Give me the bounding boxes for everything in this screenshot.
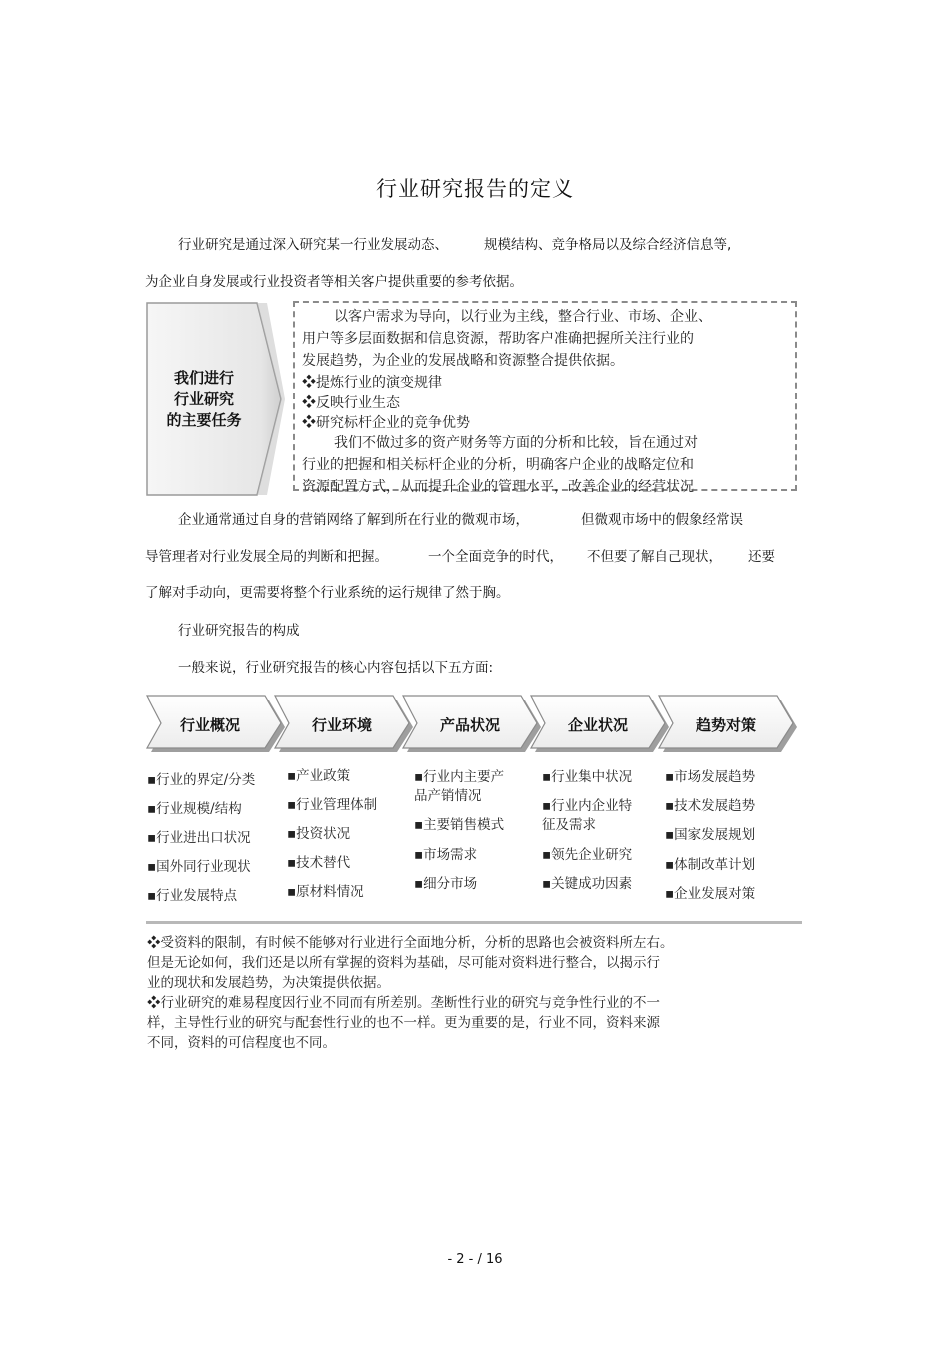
column-item: ▪市场发展趋势: [665, 769, 756, 785]
column-item: ▪细分市场: [414, 876, 478, 892]
intro-text: 行业研究是通过深入研究某一行业发展动态、: [178, 237, 448, 253]
column-item: ▪国外同行业现状: [147, 859, 251, 875]
task-line: 行业的把握和相关标杆企业的分析，明确客户企业的战略定位和: [302, 457, 694, 473]
intro-line-2: 为企业自身发展或行业投资者等相关客户提供重要的参考依据。: [145, 274, 523, 290]
section-heading: 行业研究报告的构成: [178, 623, 300, 639]
column-item: ▪行业发展特点: [147, 888, 238, 904]
column-item: ▪行业集中状况: [542, 769, 633, 785]
task-label-line: 的主要任务: [166, 411, 242, 429]
para2-text: 但微观市场中的假象经常误: [581, 512, 743, 528]
column-item: ▪行业进出口状况: [147, 830, 251, 846]
intro-text: 规模结构、竞争格局以及综合经济信息等,: [484, 237, 732, 253]
para2-text: 导管理者对行业发展全局的判断和把握。: [145, 549, 388, 565]
column-heading: 企业状况: [567, 716, 628, 734]
column-item: ▪行业管理体制: [287, 797, 378, 813]
page-number: - 2 - / 16: [447, 1252, 503, 1267]
column-item: ▪行业内主要产: [414, 769, 505, 785]
task-bullet: ❖反映行业生态: [302, 395, 400, 411]
column-item: 品产销情况: [414, 788, 482, 804]
page-title: 行业研究报告的定义: [376, 177, 574, 201]
para2-line-3: 了解对手动向，更需要将整个行业系统的运行规律了然于胸。: [145, 585, 510, 601]
para2-line-2: [145, 545, 775, 565]
column-item: ▪行业的界定/分类: [147, 772, 256, 788]
column-item: ▪国家发展规划: [665, 827, 756, 843]
column-item: ▪行业规模/结构: [147, 801, 242, 817]
column-item: ▪关键成功因素: [542, 876, 633, 892]
task-bullet: ❖提炼行业的演变规律: [302, 375, 442, 391]
column-item: ▪企业发展对策: [665, 886, 756, 902]
task-line: 发展趋势，为企业的发展战略和资源整合提供依据。: [302, 353, 624, 369]
task-line: 我们不做过多的资产财务等方面的分析和比较，旨在通过对: [334, 435, 698, 451]
column-item: ▪投资状况: [287, 826, 351, 842]
column-heading: 产品状况: [439, 716, 500, 734]
column-item: 征及需求: [542, 817, 596, 833]
column-heading: 趋势对策: [695, 716, 756, 734]
para2-text: 企业通常通过自身的营销网络了解到所在行业的微观市场，: [178, 512, 529, 528]
note-line: 但是无论如何，我们还是以所有掌握的资料为基础，尽可能对资料进行整合，以揭示行: [147, 955, 660, 971]
column-heading: 行业环境: [311, 716, 372, 734]
task-line: 以客户需求为导向，以行业为主线，整合行业、市场、企业、: [334, 309, 712, 325]
column-item: ▪主要销售模式: [414, 817, 505, 833]
para2-line-1: [178, 508, 743, 528]
para2-text: 一个全面竞争的时代，: [428, 549, 563, 565]
column-item: ▪市场需求: [414, 847, 478, 863]
note-line: 样，主导性行业的研究与配套性行业的也不一样。更为重要的是，行业不同，资料来源: [147, 1015, 660, 1031]
column-item: ▪技术发展趋势: [665, 798, 756, 814]
note-line: ❖受资料的限制，有时候不能够对行业进行全面地分析，分析的思路也会被资料所左右。: [147, 935, 674, 951]
column-item: ▪行业内企业特: [542, 798, 633, 814]
column-item: ▪产业政策: [287, 768, 351, 784]
column-item: ▪原材料情况: [287, 884, 364, 900]
task-line: 资源配置方式，从而提升企业的管理水平，改善企业的经营状况: [302, 479, 694, 495]
column-item: ▪领先企业研究: [542, 847, 633, 863]
column-heading: 行业概况: [179, 716, 240, 734]
note-line: 业的现状和发展趋势，为决策提供依据。: [147, 975, 390, 991]
note-line: ❖行业研究的难易程度因行业不同而有所差别。垄断性行业的研究与竞争性行业的不一: [147, 995, 660, 1011]
task-bullet: ❖研究标杆企业的竞争优势: [302, 415, 470, 431]
para2-text: 还要: [748, 549, 775, 565]
task-label: [148, 368, 260, 431]
column-item: ▪体制改革计划: [665, 857, 756, 873]
note-line: 不同，资料的可信程度也不同。: [147, 1035, 336, 1051]
task-label-line: 行业研究: [173, 390, 234, 408]
intro-line-1: [178, 233, 731, 253]
column-item: ▪技术替代: [287, 855, 351, 871]
task-label-line: 我们进行: [173, 369, 234, 387]
task-line: 用户等多层面数据和信息资源，帮助客户准确把握所关注行业的: [302, 331, 694, 347]
divider: [146, 921, 802, 924]
section-intro: 一般来说，行业研究报告的核心内容包括以下五方面:: [178, 660, 494, 676]
para2-text: 不但要了解自己现状，: [587, 549, 722, 565]
